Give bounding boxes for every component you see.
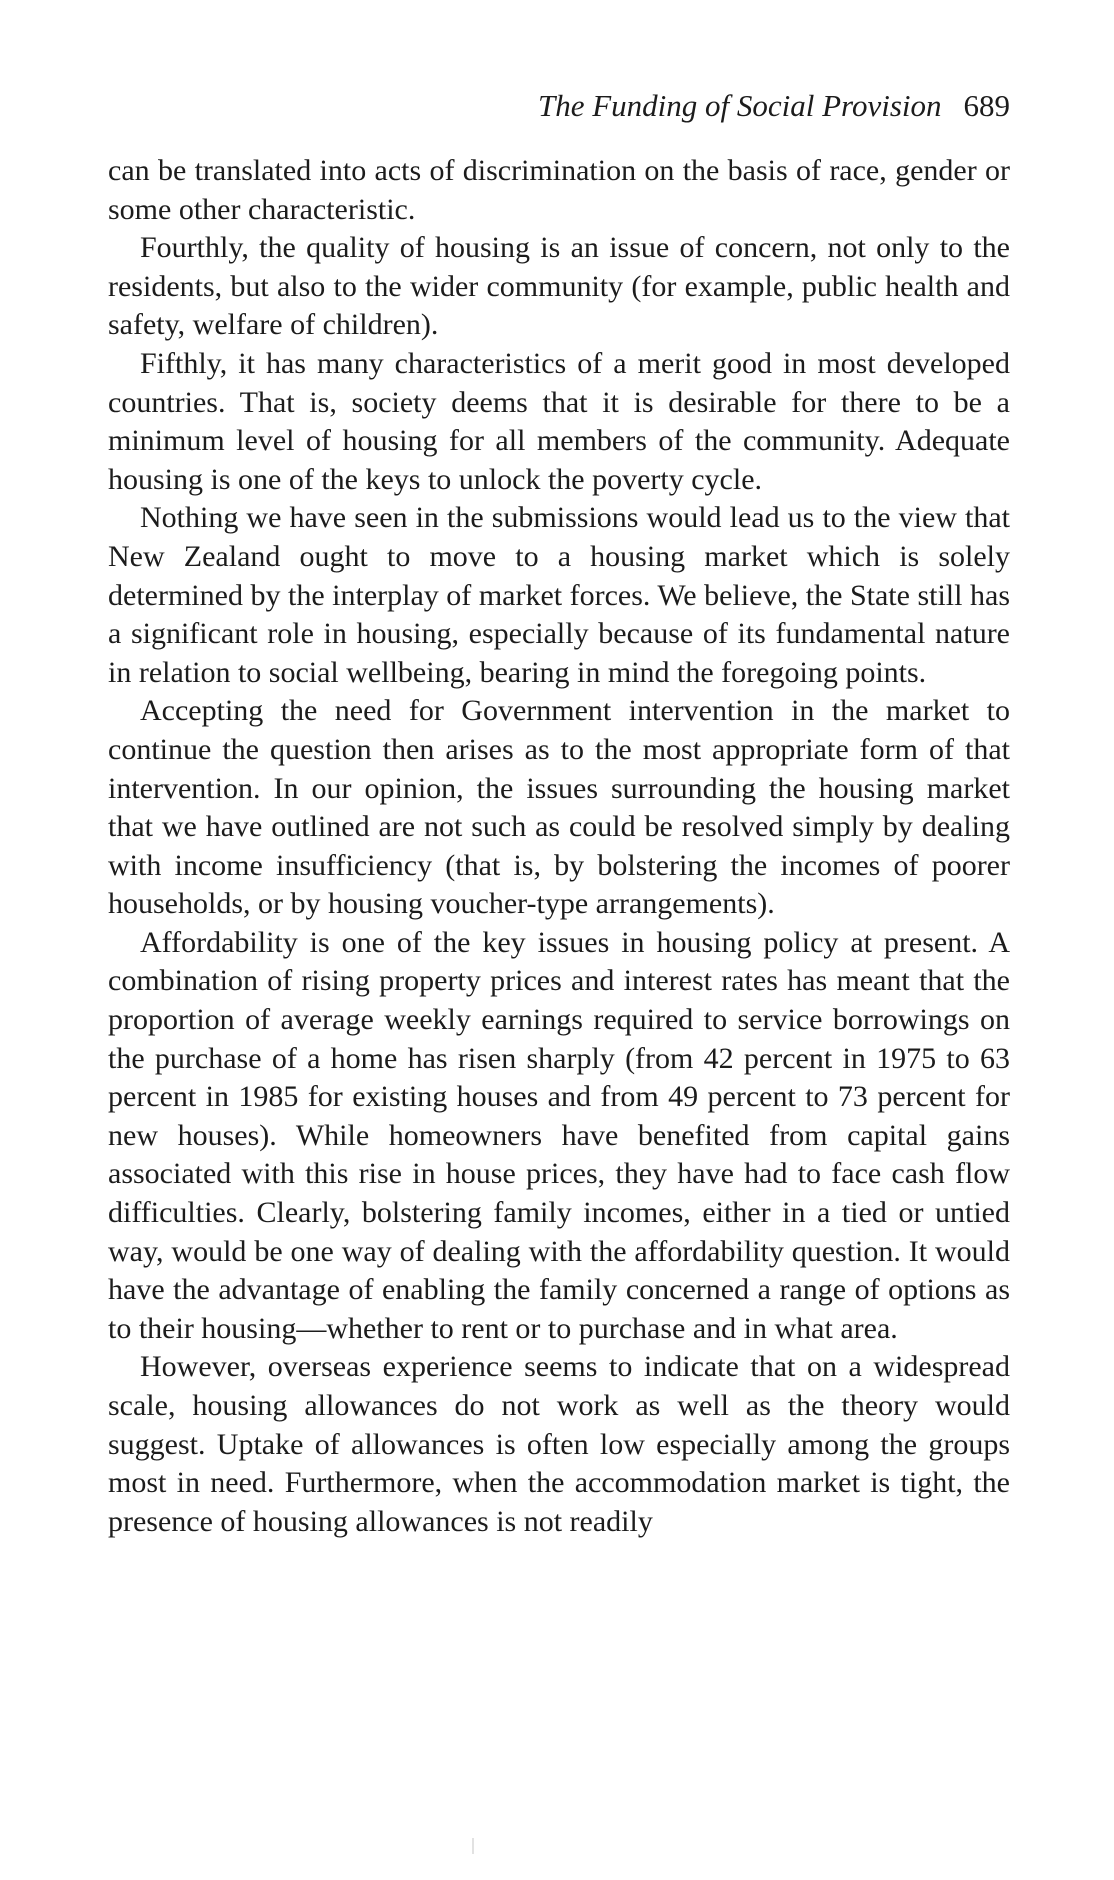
scan-speck [472,1838,474,1854]
body-text [108,152,1010,1541]
paragraph-overseas-experience: However, overseas experience seems to indicate that on a widespread scale, housing allowances do not work as well as the theory would suggest. Uptake of allowances is often low especially among the groups most in need. Furthermore, when the accommodation market is tight, the presence of housing allowances is not readily [108,1350,1010,1538]
paragraph-continuation: can be translated into acts of discrimination on the basis of race, gender or some other characteristic. [108,154,1010,226]
page-number: 689 [963,88,1010,123]
running-head [538,86,1010,126]
paragraph-government-intervention: Accepting the need for Government intervention in the market to continue the question then arises as to the most appropriate form of that intervention. In our opinion, the issues surrounding the housing market that we have outlined are not such as could be resolved simply by dealing with income insufficiency (that is, by bolstering the incomes of poorer households, or by housing voucher-type arrangements). [108,694,1010,921]
paragraph-fourthly: Fourthly, the quality of housing is an issue of concern, not only to the residents, but also to the wider community (for example, public health and safety, welfare of children). [108,231,1010,342]
running-head-title: The Funding of Social Provision [537,88,942,123]
paragraph-fifthly: Fifthly, it has many characteristics of a merit good in most developed countries. That is, society deems that it is desirable for there to be a minimum level of housing for all members of the community. Adequate housing is one of the keys to unlock the poverty cycle. [108,346,1010,496]
paragraph-affordability: Affordability is one of the key issues in housing policy at present. A combination of rising property prices and interest rates has meant that the proportion of average weekly earnings required to service borrowings on the purchase of a home has risen sharply (from 42 percent in 1975 to 63 percent in 1985 for existing houses and from 49 percent to 73 percent for new houses). While homeowners have benefited from capital gains associated with this rise in house prices, they have had to face cash flow difficulties. Clearly, bolstering family incomes, either in a tied or untied way, would be one way of dealing with the affordability question. It would have the advantage of enabling the family concerned a range of options as to their housing—whether to rent or to purchase and in what area. [108,925,1010,1345]
paragraph-market-forces: Nothing we have seen in the submissions would lead us to the view that New Zealand ought to move to a housing market which is solely determined by the interplay of market forces. We believe, the State still has a significant role in housing, especially because of its fundamental nature in relation to social wellbeing, bearing in mind the foregoing points. [108,501,1010,689]
